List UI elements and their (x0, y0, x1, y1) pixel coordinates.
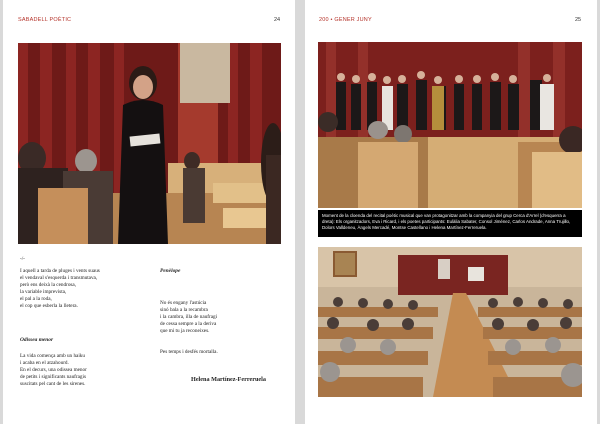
audience-photo-image (318, 247, 582, 397)
poem3-last-line: Pes temps i desfés mortalla. (160, 349, 218, 355)
running-header: 200 • GENER JUNY (319, 17, 372, 23)
group-photo (318, 42, 582, 208)
poem2-title: Odissea menor (20, 337, 54, 343)
photo-caption: Moment de la cloenda del recital poètic musical que van protagonitzar amb la companyia del grup Cerca d'Arrel (d'esquerra a dreta): Els organitzadors, Eva i Ricard, i els poetes participants: Eulàlia Sabater, Consol Jiménez, Carlos Andrade, Anna Trujillo, Dolors Valldeneu, Àngels Mercadé, Montse Castellano i Helena Martínez-Ferreruela. (318, 210, 582, 237)
author-signature: Helena Martínez-Ferreruela (191, 376, 266, 383)
reading-photo (18, 43, 281, 244)
right-page (305, 0, 597, 424)
audience-photo (318, 247, 582, 397)
poem2-text: La vida comença amb un haiku i acaba en el atzahourd. En el decurs, una odissea menor de petits i significants naufragis suscitats pel cant de les sirenes. (20, 353, 87, 387)
running-header: SABADELL POÈTIC (18, 17, 72, 23)
poem3-text: No és engany l'astúcia sinó bala a la recambra i la cambra, illa de naufragi de cessa sempre a la deriva que mi tu ja reconeixes. (160, 300, 218, 334)
poem1-text: I aquell a tarda de pluges i vents suaus el vendaval s'esquerda i transmutava, però ens deixà la cendrosa, la variable imprevista, el pal a la roda, el cop que esberla la lletera. (20, 268, 100, 309)
page-number: 24 (274, 17, 281, 23)
left-page (3, 0, 295, 424)
page-number: 25 (575, 17, 582, 23)
reading-photo-image (18, 43, 281, 244)
poem3-title: Penèlope (160, 268, 181, 274)
separator: -/- (20, 256, 25, 262)
group-photo-image (318, 42, 582, 208)
